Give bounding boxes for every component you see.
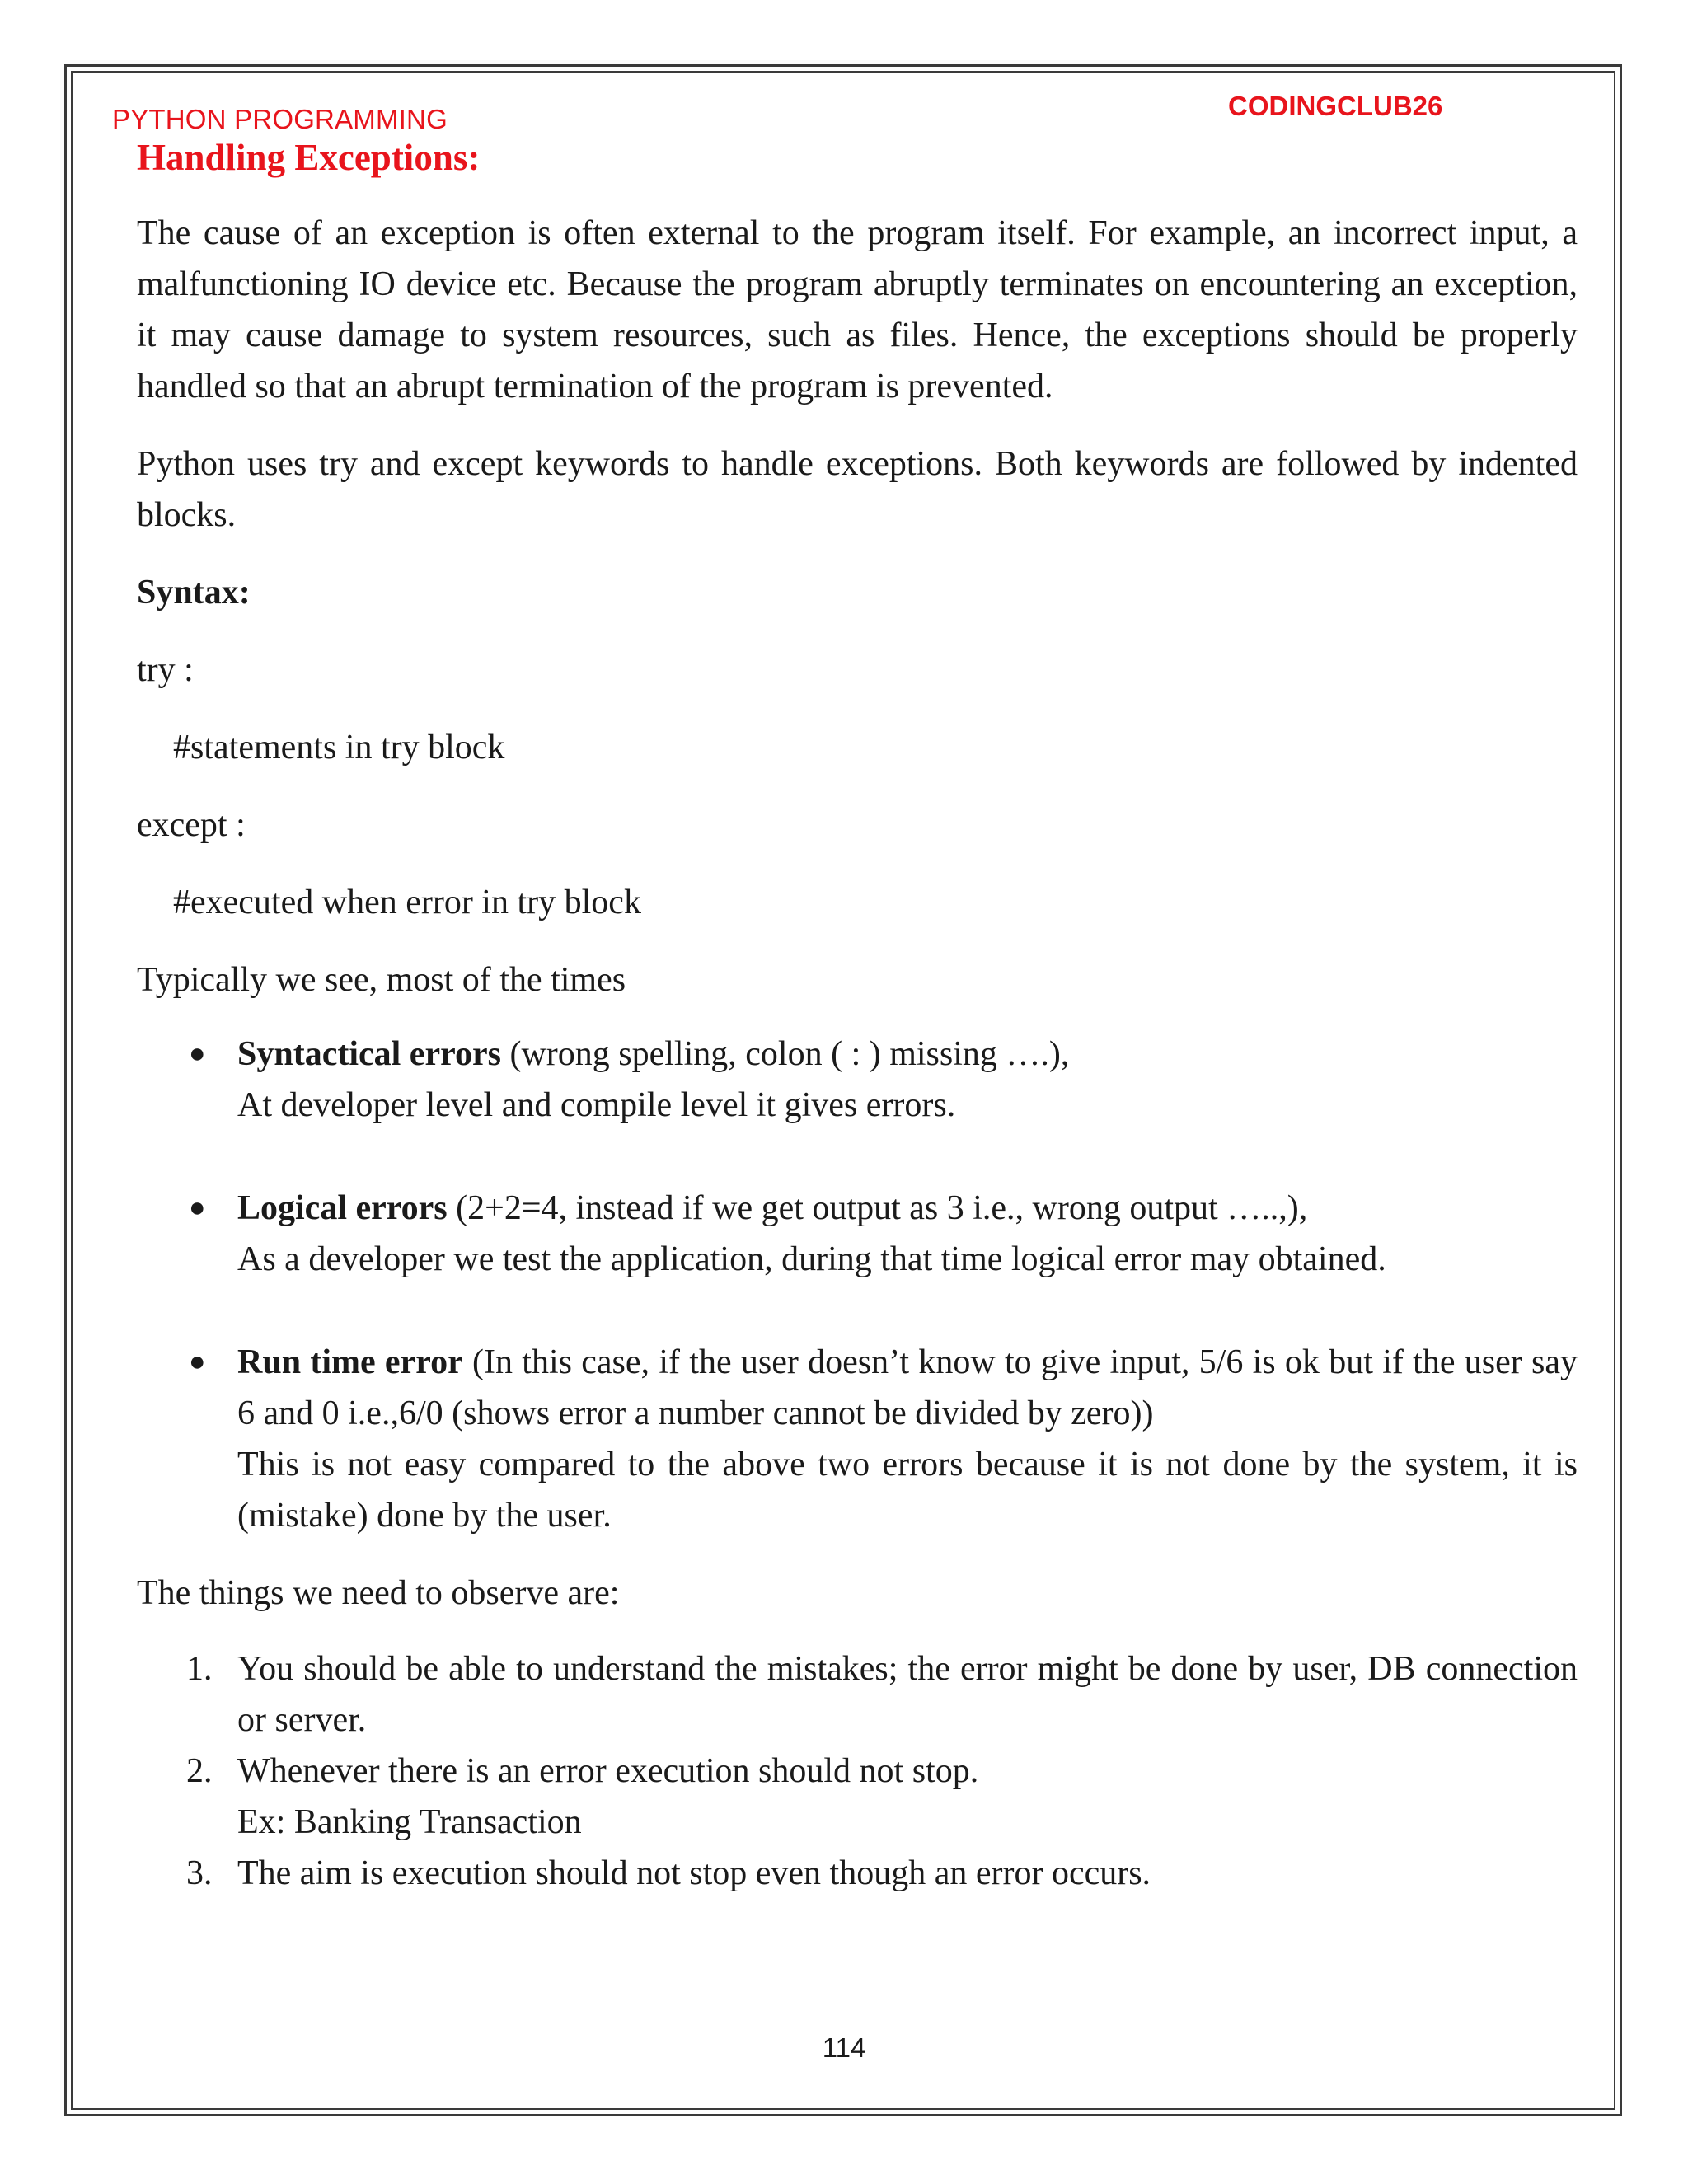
error-description: (In this case, if the user doesn’t know to give input, 5/6 is ok but if the user say 6 and 0 i.e.,6/0 (shows error a number cannot be divided by zero)) xyxy=(237,1343,1578,1432)
error-detail: This is not easy compared to the above two errors because it is not done by the system, it is (mistake) done by the user. xyxy=(237,1446,1578,1535)
list-item xyxy=(137,1643,1578,1746)
typically-line: Typically we see, most of the times xyxy=(137,961,626,999)
observe-list xyxy=(137,1643,1578,1899)
error-item-heading xyxy=(237,1337,1578,1439)
syntax-except-body: #executed when error in try block xyxy=(173,883,641,921)
bullet-icon: ● xyxy=(189,1193,206,1223)
syntax-except-line: except : xyxy=(137,806,246,844)
error-detail: At developer level and compile level it gives errors. xyxy=(237,1086,956,1124)
keywords-paragraph: Python uses try and except keywords to handle exceptions. Both keywords are followed by indented blocks. xyxy=(137,445,1578,534)
page-number: 114 xyxy=(822,2032,866,2063)
syntax-label: Syntax: xyxy=(137,574,251,612)
list-number: 1. xyxy=(186,1650,213,1688)
header-course-title: PYTHON PROGRAMMING xyxy=(112,104,448,134)
bullet-icon: ● xyxy=(189,1038,206,1069)
list-item-subtext: Ex: Banking Transaction xyxy=(237,1803,582,1841)
intro-paragraph: The cause of an exception is often external to the program itself. For example, an incorrect input, a malfunctioning IO device etc. Because the program abruptly terminates on encountering an exception, it may cause damage to system resources, such as files. Hence, the exceptions should be properly handled so that an abrupt termination of the program is prevented. xyxy=(137,214,1578,405)
observe-intro: The things we need to observe are: xyxy=(137,1574,620,1612)
error-types-list xyxy=(137,1029,1578,1541)
error-term: Run time error xyxy=(237,1343,463,1381)
syntax-try-line: try : xyxy=(137,651,194,689)
page-content xyxy=(137,132,1578,1899)
error-term: Syntactical errors xyxy=(237,1035,501,1073)
error-term: Logical errors xyxy=(237,1189,448,1227)
list-item-text: You should be able to understand the mistakes; the error might be done by user, DB connection or server. xyxy=(237,1650,1578,1739)
list-item xyxy=(137,1029,1578,1131)
section-title: Handling Exceptions: xyxy=(137,137,481,178)
list-item xyxy=(137,1848,1578,1899)
error-description: (wrong spelling, colon ( : ) missing ….), xyxy=(500,1035,1070,1073)
error-detail: As a developer we test the application, during that time logical error may obtained. xyxy=(237,1240,1386,1278)
list-number: 2. xyxy=(186,1752,213,1790)
list-item xyxy=(137,1746,1578,1848)
list-item xyxy=(137,1183,1578,1285)
list-number: 3. xyxy=(186,1854,213,1892)
error-item-heading xyxy=(237,1183,1578,1234)
header-club-label: CODINGCLUB26 xyxy=(1228,91,1443,121)
error-item-heading xyxy=(237,1029,1578,1080)
syntax-try-body: #statements in try block xyxy=(173,729,505,766)
bullet-icon: ● xyxy=(189,1347,206,1377)
list-item-text: Whenever there is an error execution should not stop. xyxy=(237,1752,979,1790)
error-description: (2+2=4, instead if we get output as 3 i.e., wrong output …..,), xyxy=(447,1189,1308,1227)
list-item-text: The aim is execution should not stop even though an error occurs. xyxy=(237,1854,1151,1892)
list-item xyxy=(137,1337,1578,1541)
